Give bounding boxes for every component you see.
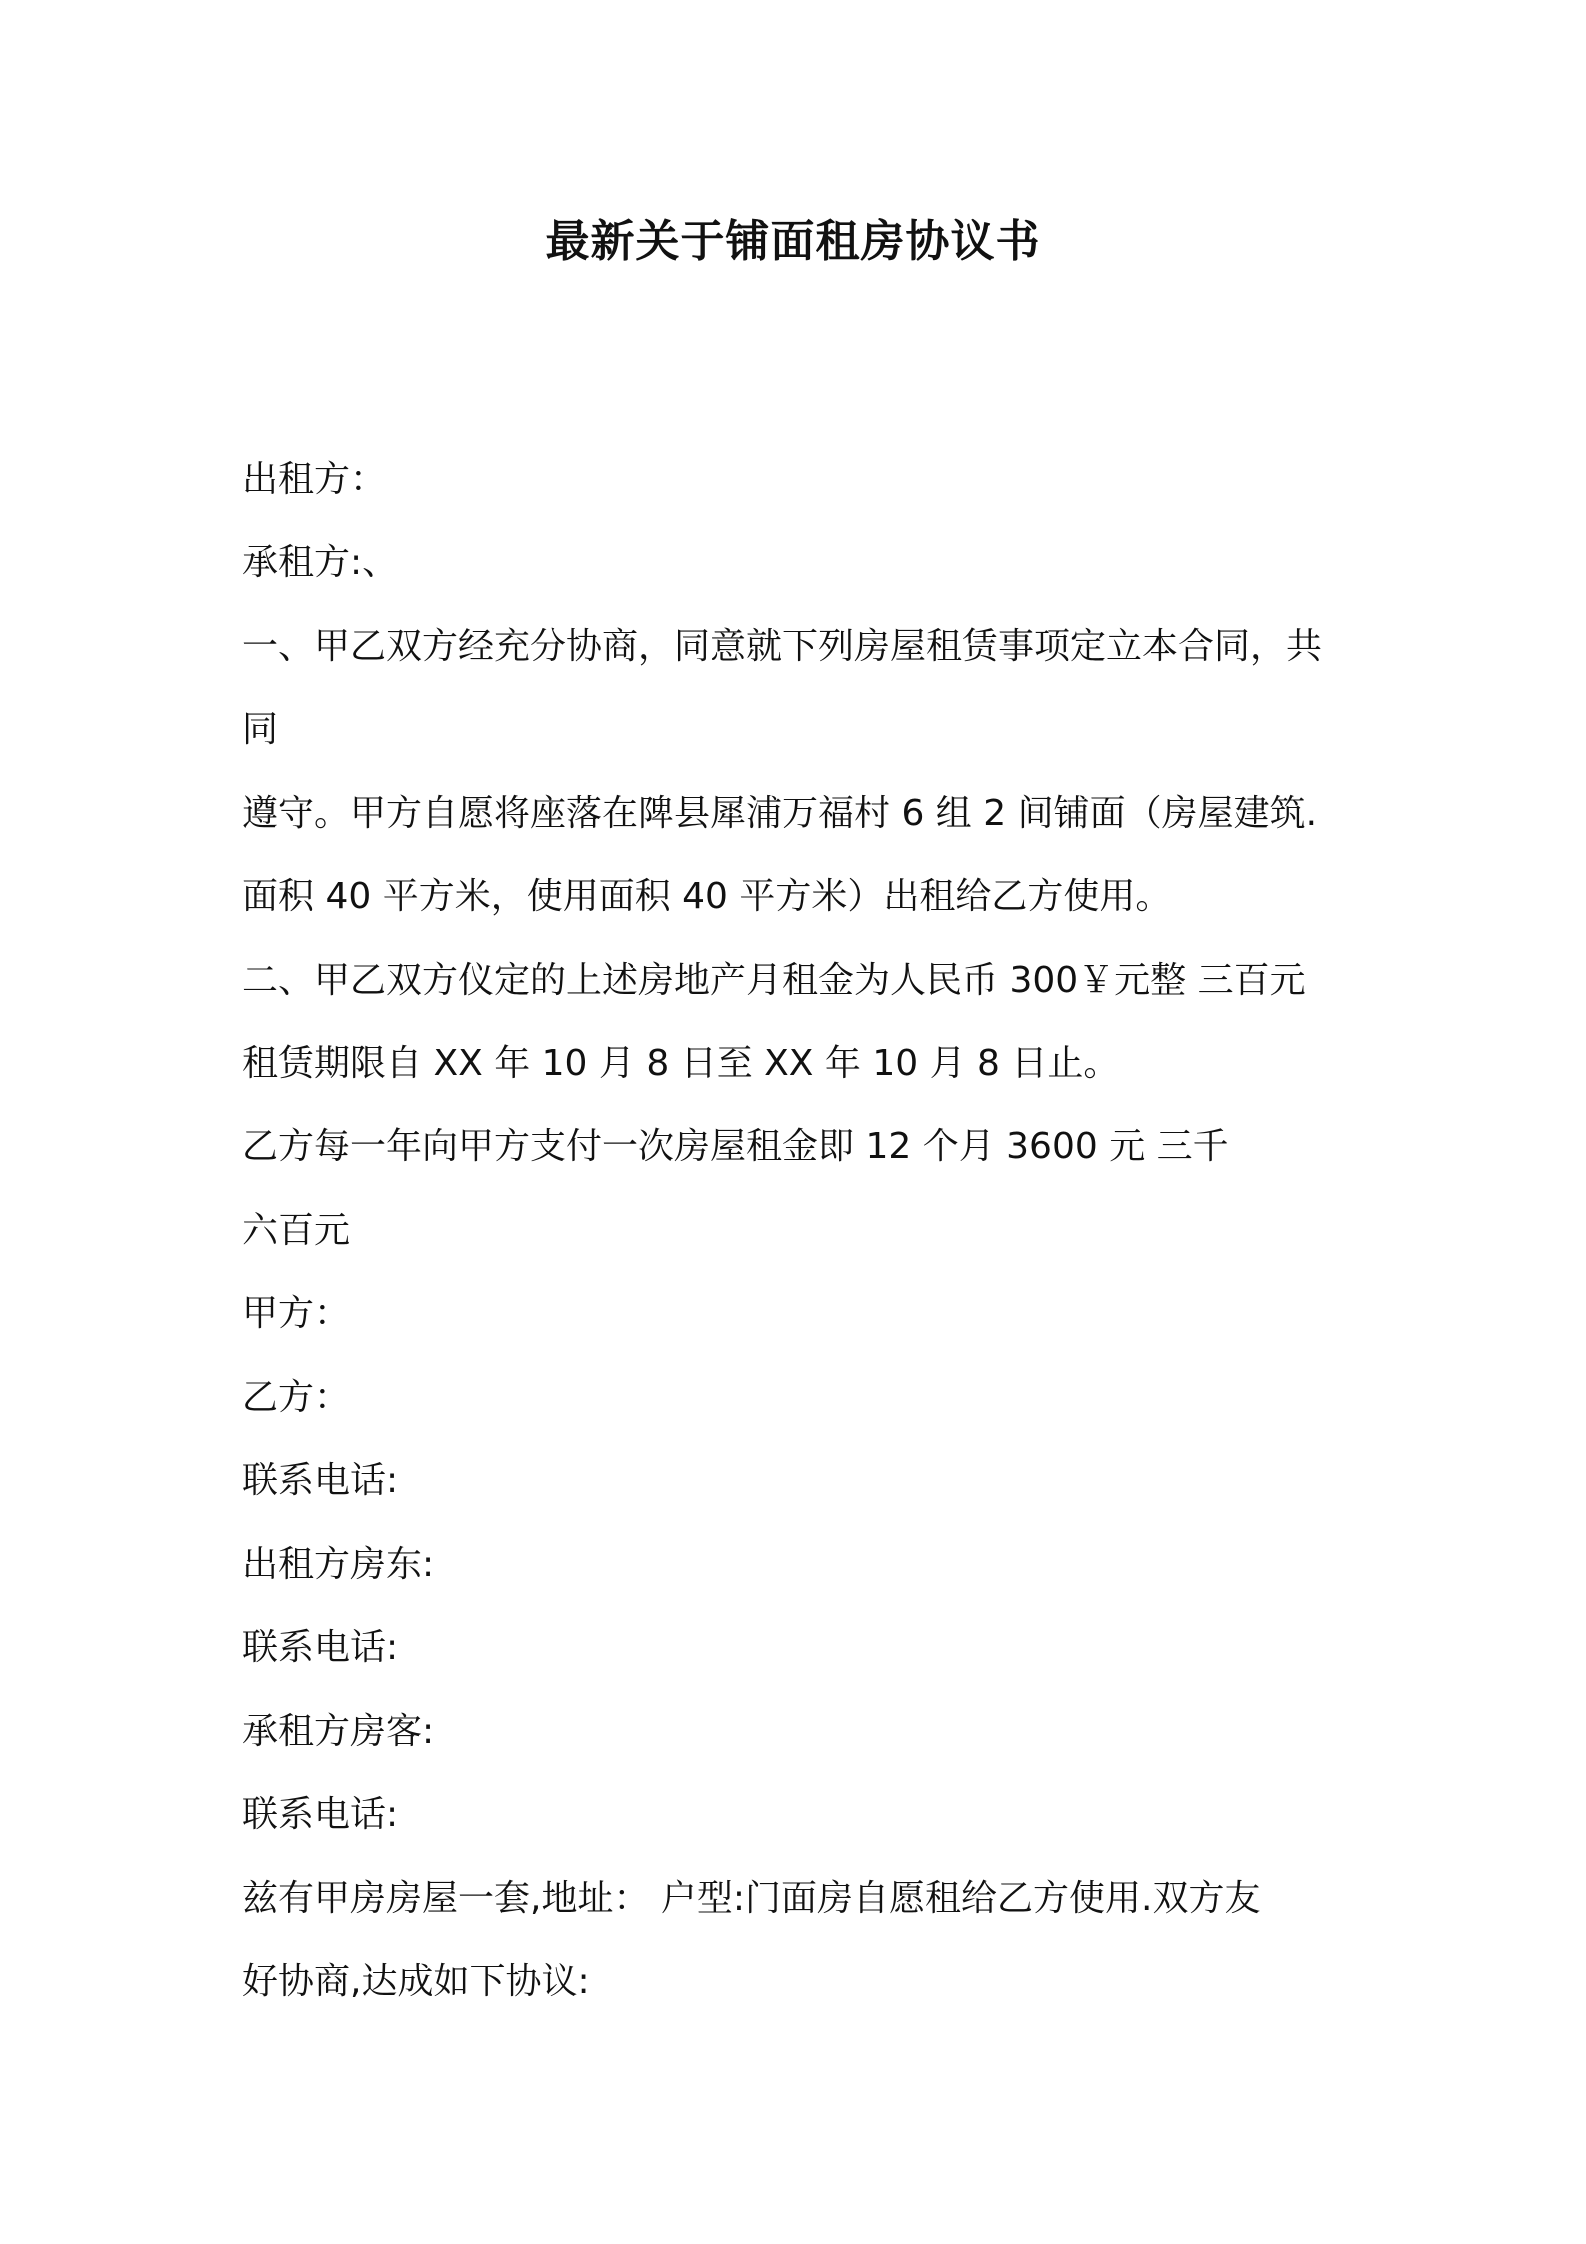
property-line-1: 兹有甲房房屋一套,地址： 户型:门面房自愿租给乙方使用.双方友 [242,1878,1261,1919]
contact-phone-label-2: 联系电话: [242,1627,399,1668]
lease-term-line: 租赁期限自 XX 年 10 月 8 日至 XX 年 10 月 8 日止。 [242,1043,1120,1084]
property-line-2: 好协商,达成如下协议: [242,1961,590,2002]
clause-one-line-1: 一、甲乙双方经充分协商，同意就下列房屋租赁事项定立本合同，共 [242,626,1323,667]
clause-one-line-2: 同 [242,709,279,750]
party-b-label: 乙方： [242,1377,351,1418]
landlord-owner-label: 出租方房东: [242,1544,435,1585]
document-title: 最新关于铺面租房协议书 [545,216,1041,267]
clause-two-line-1: 二、甲乙双方仪定的上述房地产月租金为人民币 300￥元整 三百元 [242,960,1306,1001]
contact-phone-label-1: 联系电话: [242,1460,399,1501]
landlord-label: 出租方： [242,459,387,500]
payment-line-2: 六百元 [242,1210,351,1251]
payment-line-1: 乙方每一年向甲方支付一次房屋租金即 12 个月 3600 元 三千 [242,1126,1229,1167]
party-a-label: 甲方： [242,1293,351,1334]
contact-phone-label-3: 联系电话: [242,1794,399,1835]
clause-one-line-4: 面积 40 平方米，使用面积 40 平方米）出租给乙方使用。 [242,876,1172,917]
tenant-guest-label: 承租方房客: [242,1711,435,1752]
clause-one-line-3: 遵守。甲方自愿将座落在陴县犀浦万福村 6 组 2 间铺面（房屋建筑. [242,793,1318,834]
tenant-label: 承租方:、 [242,542,399,583]
